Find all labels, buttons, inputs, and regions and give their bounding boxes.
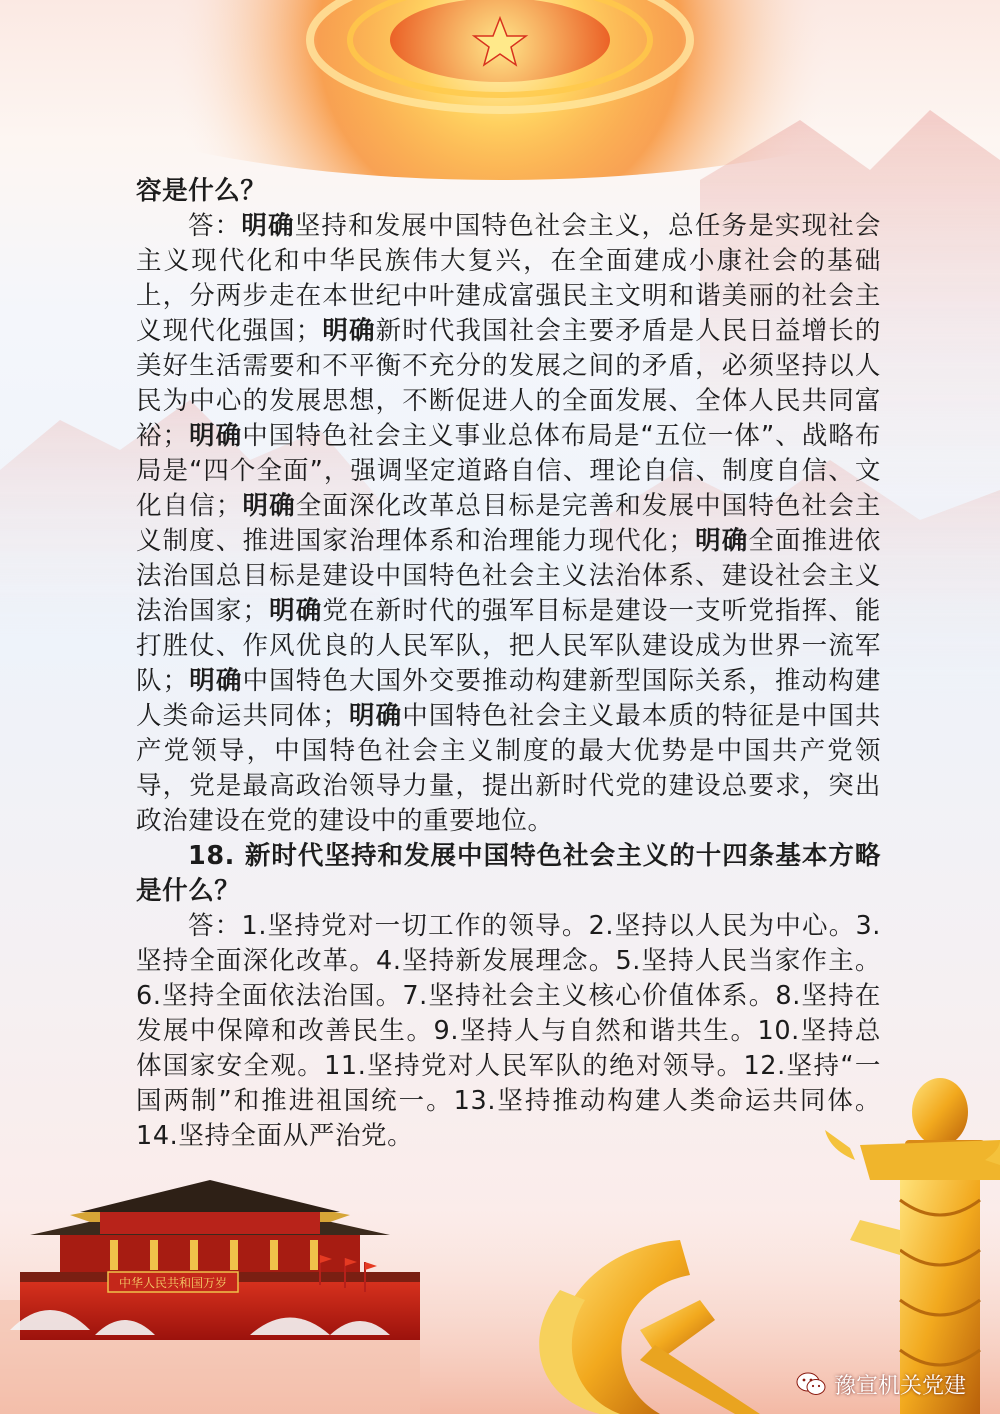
text-run: 答：1.坚持党对一切工作的领导。2.坚持以人民为中心。3.坚持全面深化改革。4.坚持新发展理念。5.坚持人民当家作主。6.坚持全面依法治国。7.坚持社会主义核心价值体系。8.坚持在发展中保障和改善民生。9.坚持人与自然和谐共生。10.坚持总体国家安全观。11.坚持党对人民军队的绝对领导。12.坚持“一国两制”和推进祖国统一。13.坚持推动构建人类命运共同体。14.坚持全面从严治党。 (136, 911, 881, 1151)
paragraph (136, 909, 881, 1154)
gate-sign: 中华人民共和国万岁 (118, 1276, 228, 1290)
text-run: 中国特色社会主义事业总体布局是“五位一体”、战略布局是“四个全面”，强调坚定道路自信、理论自信、制度自信、文化自信； (136, 421, 881, 521)
watermark-label: 豫宣机关党建 (833, 1373, 966, 1399)
bold-text: 明确 (241, 491, 296, 521)
article-body (136, 174, 881, 1154)
section-heading (136, 839, 881, 909)
text-run: 全面推进依法治国总目标是建设中国特色社会主义法治体系、建设社会主义法治国家； (136, 526, 881, 626)
text-run: 新时代我国社会主要矛盾是人民日益增长的美好生活需要和不平衡不充分的发展之间的矛盾，必须坚持以人民为中心的发展思想，不断促进人的全面发展、全体人民共同富裕； (136, 316, 882, 451)
text-run: 中国特色社会主义最本质的特征是中国共产党领导，中国特色社会主义制度的最大优势是中国共产党领导，党是最高政治领导力量，提出新时代党的建设总要求，突出政治建设在党的建设中的重要地位。 (136, 701, 881, 836)
text-run: 全面深化改革总目标是完善和发展中国特色社会主义制度、推进国家治理体系和治理能力现代化； (136, 491, 882, 556)
top-emblem-glow (0, 0, 1000, 180)
bold-text: 18. 新时代坚持和发展中国特色社会主义的十四条基本方略是什么？ (136, 841, 881, 906)
text-run: 党在新时代的强军目标是建设一支听党指挥、能打胜仗、作风优良的人民军队，把人民军队建设成为世界一流军队； (136, 596, 881, 696)
text-run: 答： (188, 211, 242, 241)
bold-text: 容是什么？ (136, 176, 267, 206)
bold-text: 明确 (241, 211, 295, 241)
paragraph (136, 174, 881, 209)
bold-text: 明确 (188, 421, 243, 451)
account-watermark (796, 1368, 966, 1400)
wechat-icon (796, 1371, 826, 1397)
bold-text: 明确 (188, 666, 243, 696)
bold-text: 明确 (268, 596, 323, 626)
text-run: 坚持和发展中国特色社会主义，总任务是实现社会主义现代化和中华民族伟大复兴，在全面建成小康社会的基础上，分两步走在本世纪中叶建成富强民主文明和谐美丽的社会主义现代化强国； (136, 211, 882, 346)
bold-text: 明确 (694, 526, 749, 556)
bold-text: 明确 (321, 316, 376, 346)
bold-text: 明确 (348, 701, 403, 731)
paragraph (136, 209, 881, 839)
text-run: 中国特色大国外交要推动构建新型国际关系，推动构建人类命运共同体； (136, 666, 882, 731)
